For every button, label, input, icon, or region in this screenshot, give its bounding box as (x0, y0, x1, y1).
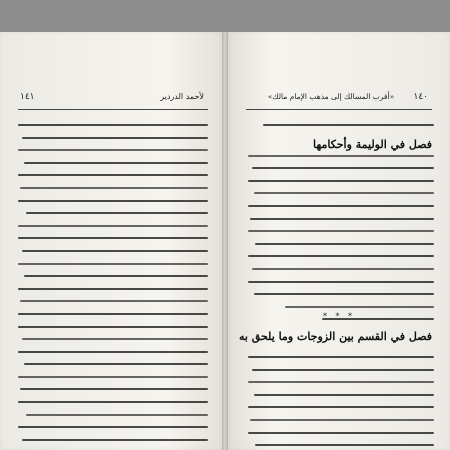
text-line (248, 255, 434, 257)
text-line (18, 263, 208, 265)
text-line (24, 275, 208, 277)
text-line (18, 174, 208, 176)
section-divider: * * * (322, 312, 356, 321)
text-line (254, 394, 434, 396)
book-spread (0, 12, 450, 450)
right-running-title: «أقرب المسالك إلى مذهب الإمام مالك» (267, 92, 395, 101)
text-line (18, 149, 208, 151)
text-line (248, 180, 434, 182)
text-line (248, 432, 434, 434)
text-line (18, 426, 208, 428)
text-line (285, 306, 434, 308)
text-line (252, 167, 434, 169)
text-line (22, 250, 208, 252)
text-line (18, 237, 208, 239)
text-line (18, 401, 208, 403)
text-line (26, 414, 208, 416)
text-line (248, 281, 434, 283)
right-page (228, 32, 450, 450)
text-line (18, 313, 208, 315)
text-line (248, 155, 434, 157)
text-line (250, 419, 434, 421)
text-line (263, 124, 434, 126)
left-header-rule (18, 109, 208, 110)
left-running-title: لأحمد الدردير (160, 92, 204, 101)
left-body-text (18, 124, 208, 450)
text-line (255, 243, 434, 245)
text-line (26, 212, 208, 214)
text-line (252, 369, 434, 371)
left-page-number: ١٤١ (20, 92, 35, 102)
text-line (248, 230, 434, 232)
text-line (18, 288, 208, 290)
text-line (18, 200, 208, 202)
right-page-number: ١٤٠ (413, 92, 428, 102)
text-line (248, 381, 434, 383)
text-line (18, 351, 208, 353)
text-line (18, 225, 208, 227)
text-line (18, 124, 208, 126)
text-line (254, 293, 434, 295)
right-body-text-bottom (248, 356, 434, 450)
text-line (248, 356, 434, 358)
text-line (248, 406, 434, 408)
right-body-text-top (248, 124, 434, 331)
text-line (254, 192, 434, 194)
right-header-rule (246, 109, 432, 110)
text-line (22, 338, 208, 340)
section-heading-walima: فصل في الوليمة وأحكامها (313, 138, 432, 151)
text-line (24, 162, 208, 164)
left-page (0, 32, 222, 450)
text-line (20, 300, 208, 302)
text-line (20, 187, 208, 189)
text-line (22, 137, 208, 139)
text-line (255, 444, 434, 446)
text-line (18, 376, 208, 378)
text-line (18, 326, 208, 328)
text-line (248, 205, 434, 207)
text-line (22, 439, 208, 441)
section-heading-qasm: فصل في القسم بين الزوجات وما يلحق به (238, 330, 432, 343)
text-line (250, 218, 434, 220)
text-line (252, 268, 434, 270)
text-line (20, 388, 208, 390)
text-line (24, 363, 208, 365)
